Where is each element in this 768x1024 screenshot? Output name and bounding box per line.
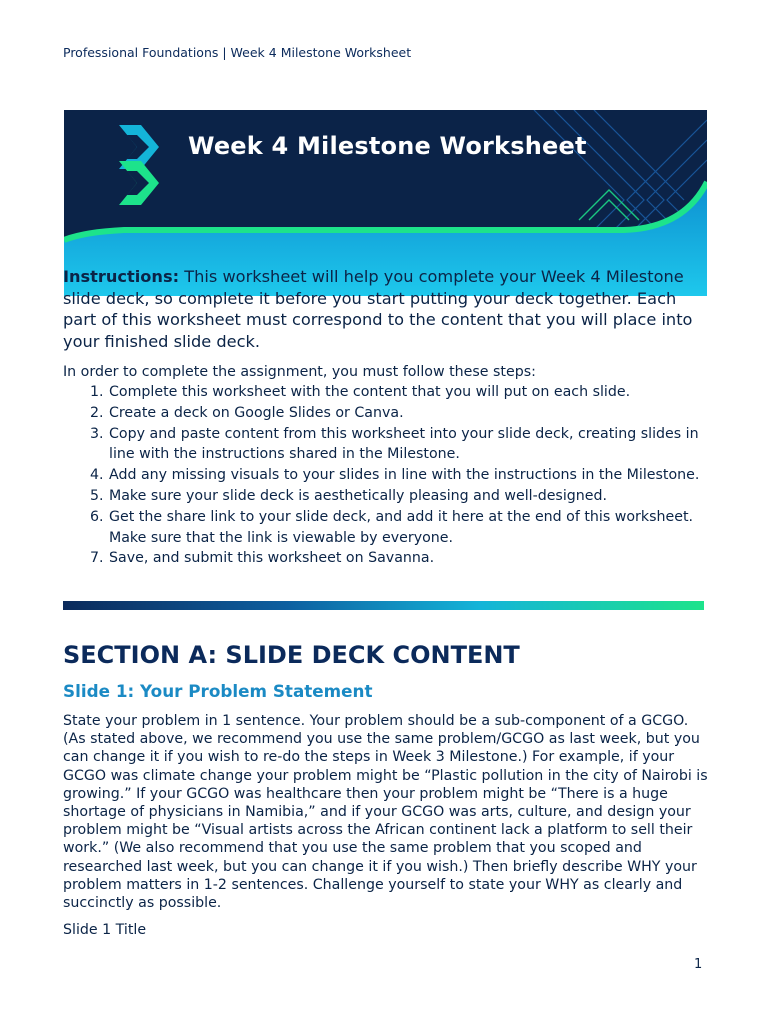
page-number: 1 bbox=[694, 957, 703, 972]
steps-intro: In order to complete the assignment, you must follow these steps: bbox=[63, 364, 536, 380]
slide-description: State your problem in 1 sentence. Your problem should be a sub-component of a GCGO. (As stated above, we recommend you use the same problem/GCGO as last week, but you can change it if you wish to re-do the steps in Week 3 Milestone.) For example, if your GCGO was climate change your problem might be “Plastic pollution in the city of Nairobi is growing.” If your GCGO was healthcare then your problem might be “There is a huge shortage of physicians in Namibia,” and if your GCGO was arts, culture, and design your problem might be “Visual artists across the African continent lack a platform to sell their work.” (We also recommend that you use the same problem that you scoped and researched last week, but you can change it if you wish.) Then briefly describe WHY your problem matters in 1-2 sentences. Challenge yourself to state your WHY as clearly and succinctly as possible. bbox=[63, 713, 708, 912]
running-header: Professional Foundations | Week 4 Milestone Worksheet bbox=[63, 45, 412, 60]
instructions-paragraph bbox=[63, 266, 713, 352]
list-item: 2. Create a deck on Google Slides or Canva. bbox=[108, 403, 708, 424]
list-item: 3. Copy and paste content from this worksheet into your slide deck, creating slides in line with the instructions shared in the Milestone. bbox=[108, 424, 708, 466]
slide-heading: Slide 1: Your Problem Statement bbox=[63, 681, 373, 701]
slide-title-label: Slide 1 Title bbox=[63, 922, 147, 938]
instructions-label: Instructions: bbox=[63, 267, 180, 286]
list-item: 6. Get the share link to your slide deck, and add it here at the end of this worksheet. Make sure that the link is viewable by everyone. bbox=[108, 507, 708, 549]
steps-list bbox=[63, 382, 708, 569]
list-item: 4. Add any missing visuals to your slides in line with the instructions in the Milestone. bbox=[108, 465, 708, 486]
document-title: Week 4 Milestone Worksheet bbox=[188, 132, 587, 160]
section-title: SECTION A: SLIDE DECK CONTENT bbox=[63, 641, 520, 669]
gradient-divider bbox=[63, 601, 704, 610]
instructions-text: This worksheet will help you complete your Week 4 Milestone slide deck, so complete it before you start putting your deck together. Each part of this worksheet must correspond to the content that you will place into your finished slide deck. bbox=[63, 267, 693, 351]
list-item: 1. Complete this worksheet with the content that you will put on each slide. bbox=[108, 382, 708, 403]
list-item: 5. Make sure your slide deck is aesthetically pleasing and well-designed. bbox=[108, 486, 708, 507]
list-item: 7. Save, and submit this worksheet on Savanna. bbox=[108, 548, 708, 569]
